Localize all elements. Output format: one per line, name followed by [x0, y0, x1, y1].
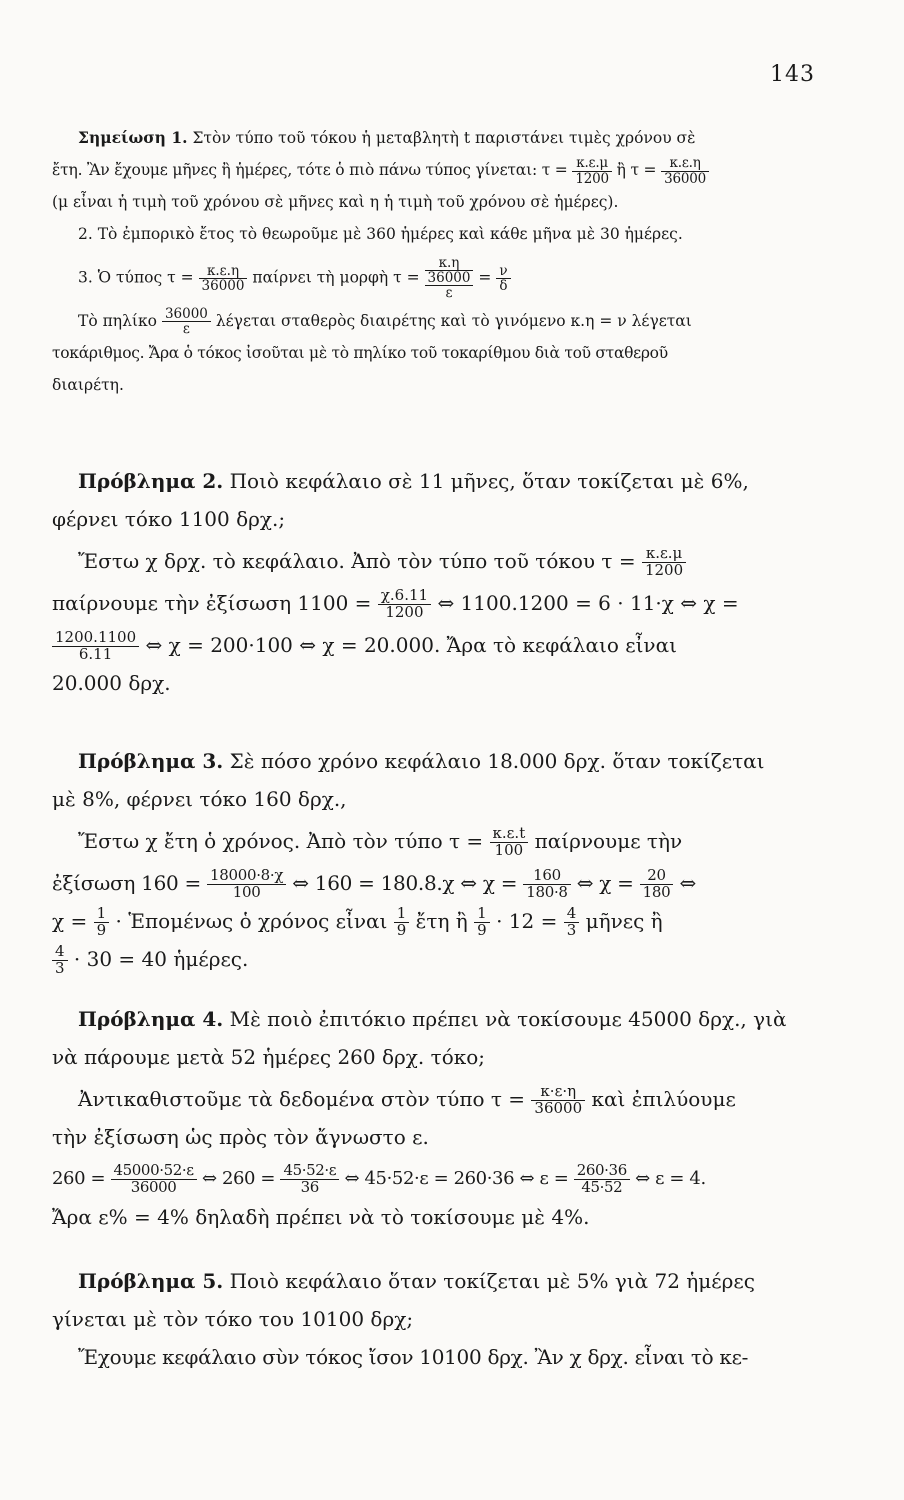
- p4-text-5b: ⇔ 260 =: [201, 1168, 276, 1189]
- note-line-5: [52, 256, 816, 301]
- frac-den: 1200: [642, 562, 686, 579]
- p2-text-3: Ἔστω χ δρχ. τὸ κεφάλαιο. Ἀπὸ τὸν τύπο τοῦ τόκου τ =: [78, 549, 636, 573]
- frac-den: 45·52: [574, 1179, 630, 1196]
- frac-den: 36000: [199, 278, 248, 293]
- note-line-1: [52, 122, 816, 154]
- p2-title: Πρόβλημα 2.: [78, 469, 224, 493]
- p3-line-4: [52, 864, 816, 902]
- p4-text-1: Μὲ ποιὸ ἐπιτόκιο πρέπει νὰ τοκίσουμε 45000 δρχ., γιὰ: [229, 1007, 787, 1031]
- note-or: ἢ τ =: [616, 161, 657, 179]
- frac-num: 20: [647, 866, 666, 885]
- problem-5: [52, 1262, 816, 1376]
- p2-line-3: [52, 542, 816, 580]
- frac-num: 260·36: [576, 1160, 627, 1179]
- p3-line-3: [52, 822, 816, 860]
- frac-den: 1200: [572, 171, 612, 186]
- p5-title: Πρόβλημα 5.: [78, 1269, 224, 1293]
- fraction-kh-36000-e: [425, 256, 474, 301]
- p3-text-3a: Ἔστω χ ἔτη ὁ χρόνος. Ἀπὸ τὸν τύπο τ =: [78, 829, 484, 853]
- problem-3: [52, 742, 816, 978]
- frac-num: 45000·52·ε: [113, 1160, 194, 1179]
- problem-2: [52, 462, 816, 702]
- p4-fraction-2: [111, 1160, 197, 1196]
- p3-line-1: [52, 742, 816, 780]
- frac-den: 36: [280, 1179, 339, 1196]
- p2-line-4: [52, 584, 816, 622]
- frac-num: 18000·8·χ: [210, 866, 284, 885]
- p3-line-5: [52, 902, 816, 940]
- frac-num: 45·52·ε: [283, 1160, 337, 1179]
- frac-num: ν: [499, 262, 508, 279]
- frac-num: 4: [55, 942, 65, 961]
- p4-text-3a: Ἀντικαθιστοῦμε τὰ δεδομένα στὸν τύπο τ =: [78, 1087, 526, 1111]
- p2-text-5: ⇔ χ = 200·100 ⇔ χ = 20.000. Ἄρα τὸ κεφάλαιο εἶναι: [145, 633, 677, 657]
- p3-fraction-2: [207, 868, 286, 901]
- p3-fraction-9: [52, 944, 68, 977]
- frac-den: 9: [474, 922, 490, 939]
- frac-den: 3: [52, 960, 68, 977]
- frac-den-2: ε: [425, 285, 474, 300]
- p3-line-2: μὲ 8%, φέρνει τόκο 160 δρχ.,: [52, 787, 347, 811]
- p4-fraction-3: [280, 1160, 339, 1196]
- p3-line-6: [52, 940, 816, 978]
- p3-fraction-3: [523, 868, 570, 901]
- frac-num: κ.ε.μ: [645, 544, 683, 563]
- note-line-3: (μ εἶναι ἡ τιμὴ τοῦ χρόνου σὲ μῆνες καὶ η ἡ τιμὴ τοῦ χρόνου σὲ ἡμέρες).: [52, 193, 619, 211]
- frac-den: 180·8: [523, 884, 570, 901]
- frac-den: 1200: [378, 604, 431, 621]
- p4-line-5: [52, 1160, 816, 1198]
- p5-line-2: γίνεται μὲ τὸν τόκο του 10100 δρχ;: [52, 1307, 414, 1331]
- frac-den: 36000: [425, 270, 474, 285]
- p3-fraction-5: [94, 906, 110, 939]
- p2-line-2: φέρνει τόκο 1100 δρχ.;: [52, 507, 286, 531]
- p4-text-3b: καὶ ἐπιλύουμε: [591, 1087, 736, 1111]
- p3-fraction-7: [474, 906, 490, 939]
- p3-text-4d: ⇔: [679, 871, 696, 895]
- note-eq: =: [478, 268, 492, 287]
- p3-fraction-6: [394, 906, 410, 939]
- frac-den: 3: [564, 922, 580, 939]
- note-text-2: ἔτη. Ἂν ἔχουμε μῆνες ἢ ἡμέρες, τότε ὁ πιὸ πάνω τύπος γίνεται: τ =: [52, 161, 568, 179]
- p4-title: Πρόβλημα 4.: [78, 1007, 224, 1031]
- fraction-km-1200: [572, 156, 612, 185]
- p5-text-1: Ποιὸ κεφάλαιο ὅταν τοκίζεται μὲ 5% γιὰ 72 ἡμέρες: [229, 1269, 755, 1293]
- p2-fraction-3: [52, 630, 139, 663]
- frac-den: 6.11: [52, 646, 139, 663]
- frac-den: 9: [394, 922, 410, 939]
- p3-text-4a: ἐξίσωση 160 =: [52, 871, 201, 895]
- p3-text-3b: παίρνουμε τὴν: [534, 829, 683, 853]
- note-section: [52, 122, 816, 401]
- p4-text-5c: ⇔ 45·52·ε = 260·36 ⇔ ε =: [344, 1168, 569, 1189]
- p4-fraction-4: [574, 1160, 630, 1196]
- p4-line-4: τὴν ἐξίσωση ὡς πρὸς τὸν ἄγνωστο ε.: [52, 1125, 429, 1149]
- frac-den: 9: [94, 922, 110, 939]
- frac-den: 100: [490, 842, 529, 859]
- frac-num: χ.6.11: [380, 586, 429, 605]
- p2-line-6: 20.000 δρχ.: [52, 671, 171, 695]
- p3-text-5b: · Ἑπομένως ὁ χρόνος εἶναι: [115, 909, 388, 933]
- p3-text-5d: · 12 =: [496, 909, 558, 933]
- p4-line-3: [52, 1080, 816, 1118]
- frac-den: ε: [162, 321, 211, 336]
- frac-num: 4: [566, 904, 577, 923]
- p5-line-3: Ἔχουμε κεφάλαιο σὺν τόκος ἴσον 10100 δρχ. Ἂν χ δρχ. εἶναι τὸ κε-: [78, 1345, 749, 1369]
- p4-fraction-1: [531, 1084, 585, 1117]
- frac-num: κ.ε.η: [669, 155, 701, 172]
- note-line-2: [52, 154, 816, 186]
- p4-text-5d: ⇔ ε = 4.: [635, 1168, 706, 1189]
- p2-fraction-2: [378, 588, 431, 621]
- p3-text-1: Σὲ πόσο χρόνο κεφάλαιο 18.000 δρχ. ὅταν τοκίζεται: [229, 749, 765, 773]
- p5-line-1: [52, 1262, 816, 1300]
- fraction-keh-36000: [661, 156, 709, 185]
- note-text-5b: παίρνει τὴ μορφὴ τ =: [252, 268, 420, 287]
- frac-num: 1200.1100: [55, 628, 137, 647]
- note-line-8: διαιρέτη.: [52, 375, 124, 394]
- p3-text-4b: ⇔ 160 = 180.8.χ ⇔ χ =: [292, 871, 518, 895]
- p2-fraction-1: [642, 546, 686, 579]
- p4-line-6: Ἄρα ε% = 4% δηλαδὴ πρέπει νὰ τὸ τοκίσουμε μὲ 4%.: [52, 1205, 590, 1229]
- p3-text-5c: ἔτη ἢ: [415, 909, 468, 933]
- note-title: Σημείωση 1.: [78, 128, 188, 147]
- note-text-1: Στὸν τύπο τοῦ τόκου ἡ μεταβλητὴ t παριστάνει τιμὲς χρόνου σὲ: [192, 129, 696, 147]
- fraction-36000-e: [162, 307, 211, 336]
- p3-fraction-4: [640, 868, 674, 901]
- frac-num: κ·ε·η: [540, 1082, 577, 1101]
- fraction-keh-36000-b: [199, 264, 248, 293]
- p3-text-4c: ⇔ χ =: [576, 871, 634, 895]
- frac-num: κ.ε.t: [492, 824, 526, 843]
- frac-den: 36000: [531, 1100, 585, 1117]
- frac-num: 160: [533, 866, 561, 885]
- frac-den: 100: [207, 884, 286, 901]
- frac-den: 180: [640, 884, 674, 901]
- frac-num: 36000: [164, 305, 208, 322]
- problem-4: [52, 1000, 816, 1236]
- note-line-4: 2. Τὸ ἐμπορικὸ ἔτος τὸ θεωροῦμε μὲ 360 ἡμέρες καὶ κάθε μῆνα μὲ 30 ἡμέρες.: [78, 225, 683, 243]
- p4-line-1: [52, 1000, 816, 1038]
- frac-num: 1: [477, 904, 487, 923]
- p4-text-5a: 260 =: [52, 1168, 106, 1189]
- frac-num: κ.η: [438, 255, 460, 271]
- p4-line-2: νὰ πάρουμε μετὰ 52 ἡμέρες 260 δρχ. τόκο;: [52, 1045, 486, 1069]
- page-number: 143: [770, 62, 815, 87]
- p2-text-1: Ποιὸ κεφάλαιο σὲ 11 μῆνες, ὅταν τοκίζεται μὲ 6%,: [229, 469, 749, 493]
- p3-fraction-1: [490, 826, 529, 859]
- frac-num: κ.ε.η: [206, 262, 240, 279]
- note-text-6a: Τὸ πηλίκο: [78, 311, 157, 330]
- p3-text-5a: χ =: [52, 909, 88, 933]
- note-line-7: τοκάριθμος. Ἄρα ὁ τόκος ἰσοῦται μὲ τὸ πηλίκο τοῦ τοκαρίθμου διὰ τοῦ σταθεροῦ: [52, 343, 668, 362]
- note-line-6: [52, 305, 816, 337]
- p3-text-6: · 30 = 40 ἡμέρες.: [73, 947, 249, 971]
- frac-den: 36000: [661, 171, 709, 186]
- frac-num: 1: [396, 904, 407, 923]
- p2-text-4b: ⇔ 1100.1200 = 6 · 11·χ ⇔ χ =: [437, 591, 739, 615]
- p3-text-5e: μῆνες ἢ: [585, 909, 663, 933]
- fraction-nu-delta: [496, 264, 510, 293]
- frac-den: δ: [496, 278, 510, 293]
- note-text-6b: λέγεται σταθερὸς διαιρέτης καὶ τὸ γινόμενο κ.η = ν λέγεται: [215, 311, 692, 330]
- frac-num: 1: [96, 904, 107, 923]
- p3-fraction-8: [564, 906, 580, 939]
- p2-text-4a: παίρνουμε τὴν ἐξίσωση 1100 =: [52, 591, 372, 615]
- p2-line-5: [52, 626, 816, 664]
- note-text-5a: 3. Ὁ τύπος τ =: [78, 268, 194, 287]
- p2-line-1: [52, 462, 816, 500]
- p3-title: Πρόβλημα 3.: [78, 749, 224, 773]
- frac-den: 36000: [111, 1179, 197, 1196]
- frac-num: κ.ε.μ: [576, 155, 608, 172]
